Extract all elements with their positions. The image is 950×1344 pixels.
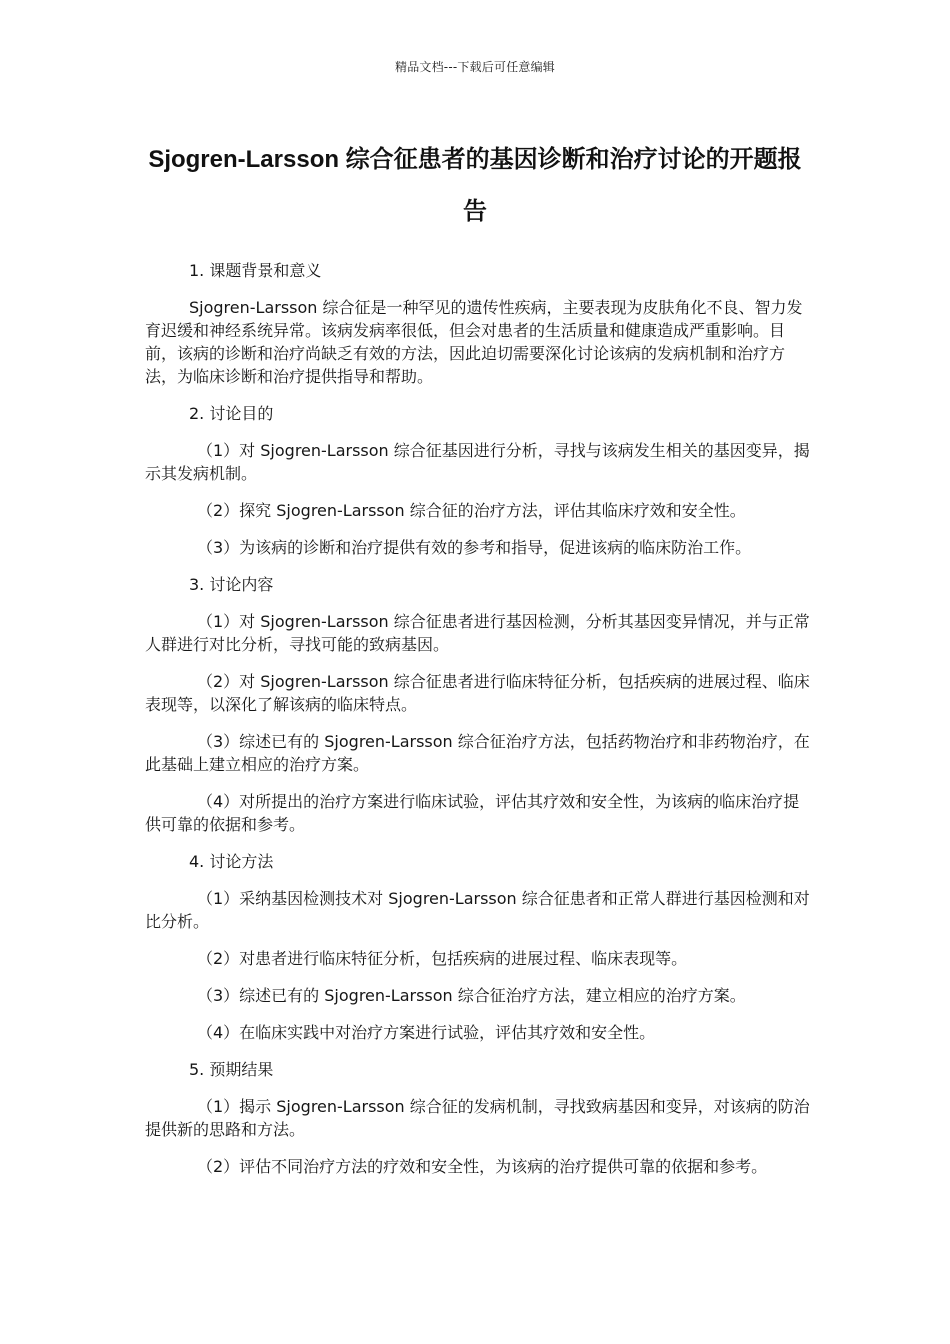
document-body bbox=[145, 259, 810, 1192]
list-item: （1）对 Sjogren-Larsson 综合征基因进行分析，寻找与该病发生相关的基因变异，揭示其发病机制。 bbox=[145, 441, 810, 483]
list-item: （4）对所提出的治疗方案进行临床试验，评估其疗效和安全性，为该病的临床治疗提供可靠的依据和参考。 bbox=[145, 792, 800, 834]
list-item: （3）为该病的诊断和治疗提供有效的参考和指导，促进该病的临床防治工作。 bbox=[197, 538, 752, 557]
list-item: （1）采纳基因检测技术对 Sjogren-Larsson 综合征患者和正常人群进行基因检测和对比分析。 bbox=[145, 889, 810, 931]
list-item: （4）在临床实践中对治疗方案进行试验，评估其疗效和安全性。 bbox=[197, 1023, 656, 1042]
section-heading: 5. 预期结果 bbox=[189, 1060, 274, 1079]
list-item: （3）综述已有的 Sjogren-Larsson 综合征治疗方法，包括药物治疗和非药物治疗，在此基础上建立相应的治疗方案。 bbox=[145, 732, 810, 774]
list-item: （2）对患者进行临床特征分析，包括疾病的进展过程、临床表现等。 bbox=[197, 949, 688, 968]
section-heading: 1. 课题背景和意义 bbox=[189, 261, 322, 280]
list-item: （2）探究 Sjogren-Larsson 综合征的治疗方法，评估其临床疗效和安全性。 bbox=[197, 501, 746, 520]
list-item: （2）对 Sjogren-Larsson 综合征患者进行临床特征分析，包括疾病的进展过程、临床表现等，以深化了解该病的临床特点。 bbox=[145, 672, 810, 714]
header-watermark: 精品文档---下载后可任意编辑 bbox=[395, 60, 555, 74]
paragraph: Sjogren-Larsson 综合征是一种罕见的遗传性疾病，主要表现为皮肤角化不良、智力发育迟缓和神经系统异常。该病发病率很低，但会对患者的生活质量和健康造成严重影响。目前，该病的诊断和治疗尚缺乏有效的方法，因此迫切需要深化讨论该病的发病机制和治疗方法，为临床诊断和治疗提供指导和帮助。 bbox=[145, 298, 803, 386]
document-title: Sjogren-Larsson 综合征患者的基因诊断和治疗讨论的开题报告 bbox=[148, 146, 802, 225]
section-heading: 4. 讨论方法 bbox=[189, 852, 274, 871]
list-item: （1）对 Sjogren-Larsson 综合征患者进行基因检测，分析其基因变异情况，并与正常人群进行对比分析，寻找可能的致病基因。 bbox=[145, 612, 810, 654]
section-heading: 2. 讨论目的 bbox=[189, 404, 274, 423]
list-item: （3）综述已有的 Sjogren-Larsson 综合征治疗方法，建立相应的治疗方案。 bbox=[197, 986, 746, 1005]
list-item: （1）揭示 Sjogren-Larsson 综合征的发病机制，寻找致病基因和变异，对该病的防治提供新的思路和方法。 bbox=[145, 1097, 810, 1139]
list-item: （2）评估不同治疗方法的疗效和安全性，为该病的治疗提供可靠的依据和参考。 bbox=[197, 1157, 768, 1176]
section-heading: 3. 讨论内容 bbox=[189, 575, 274, 594]
